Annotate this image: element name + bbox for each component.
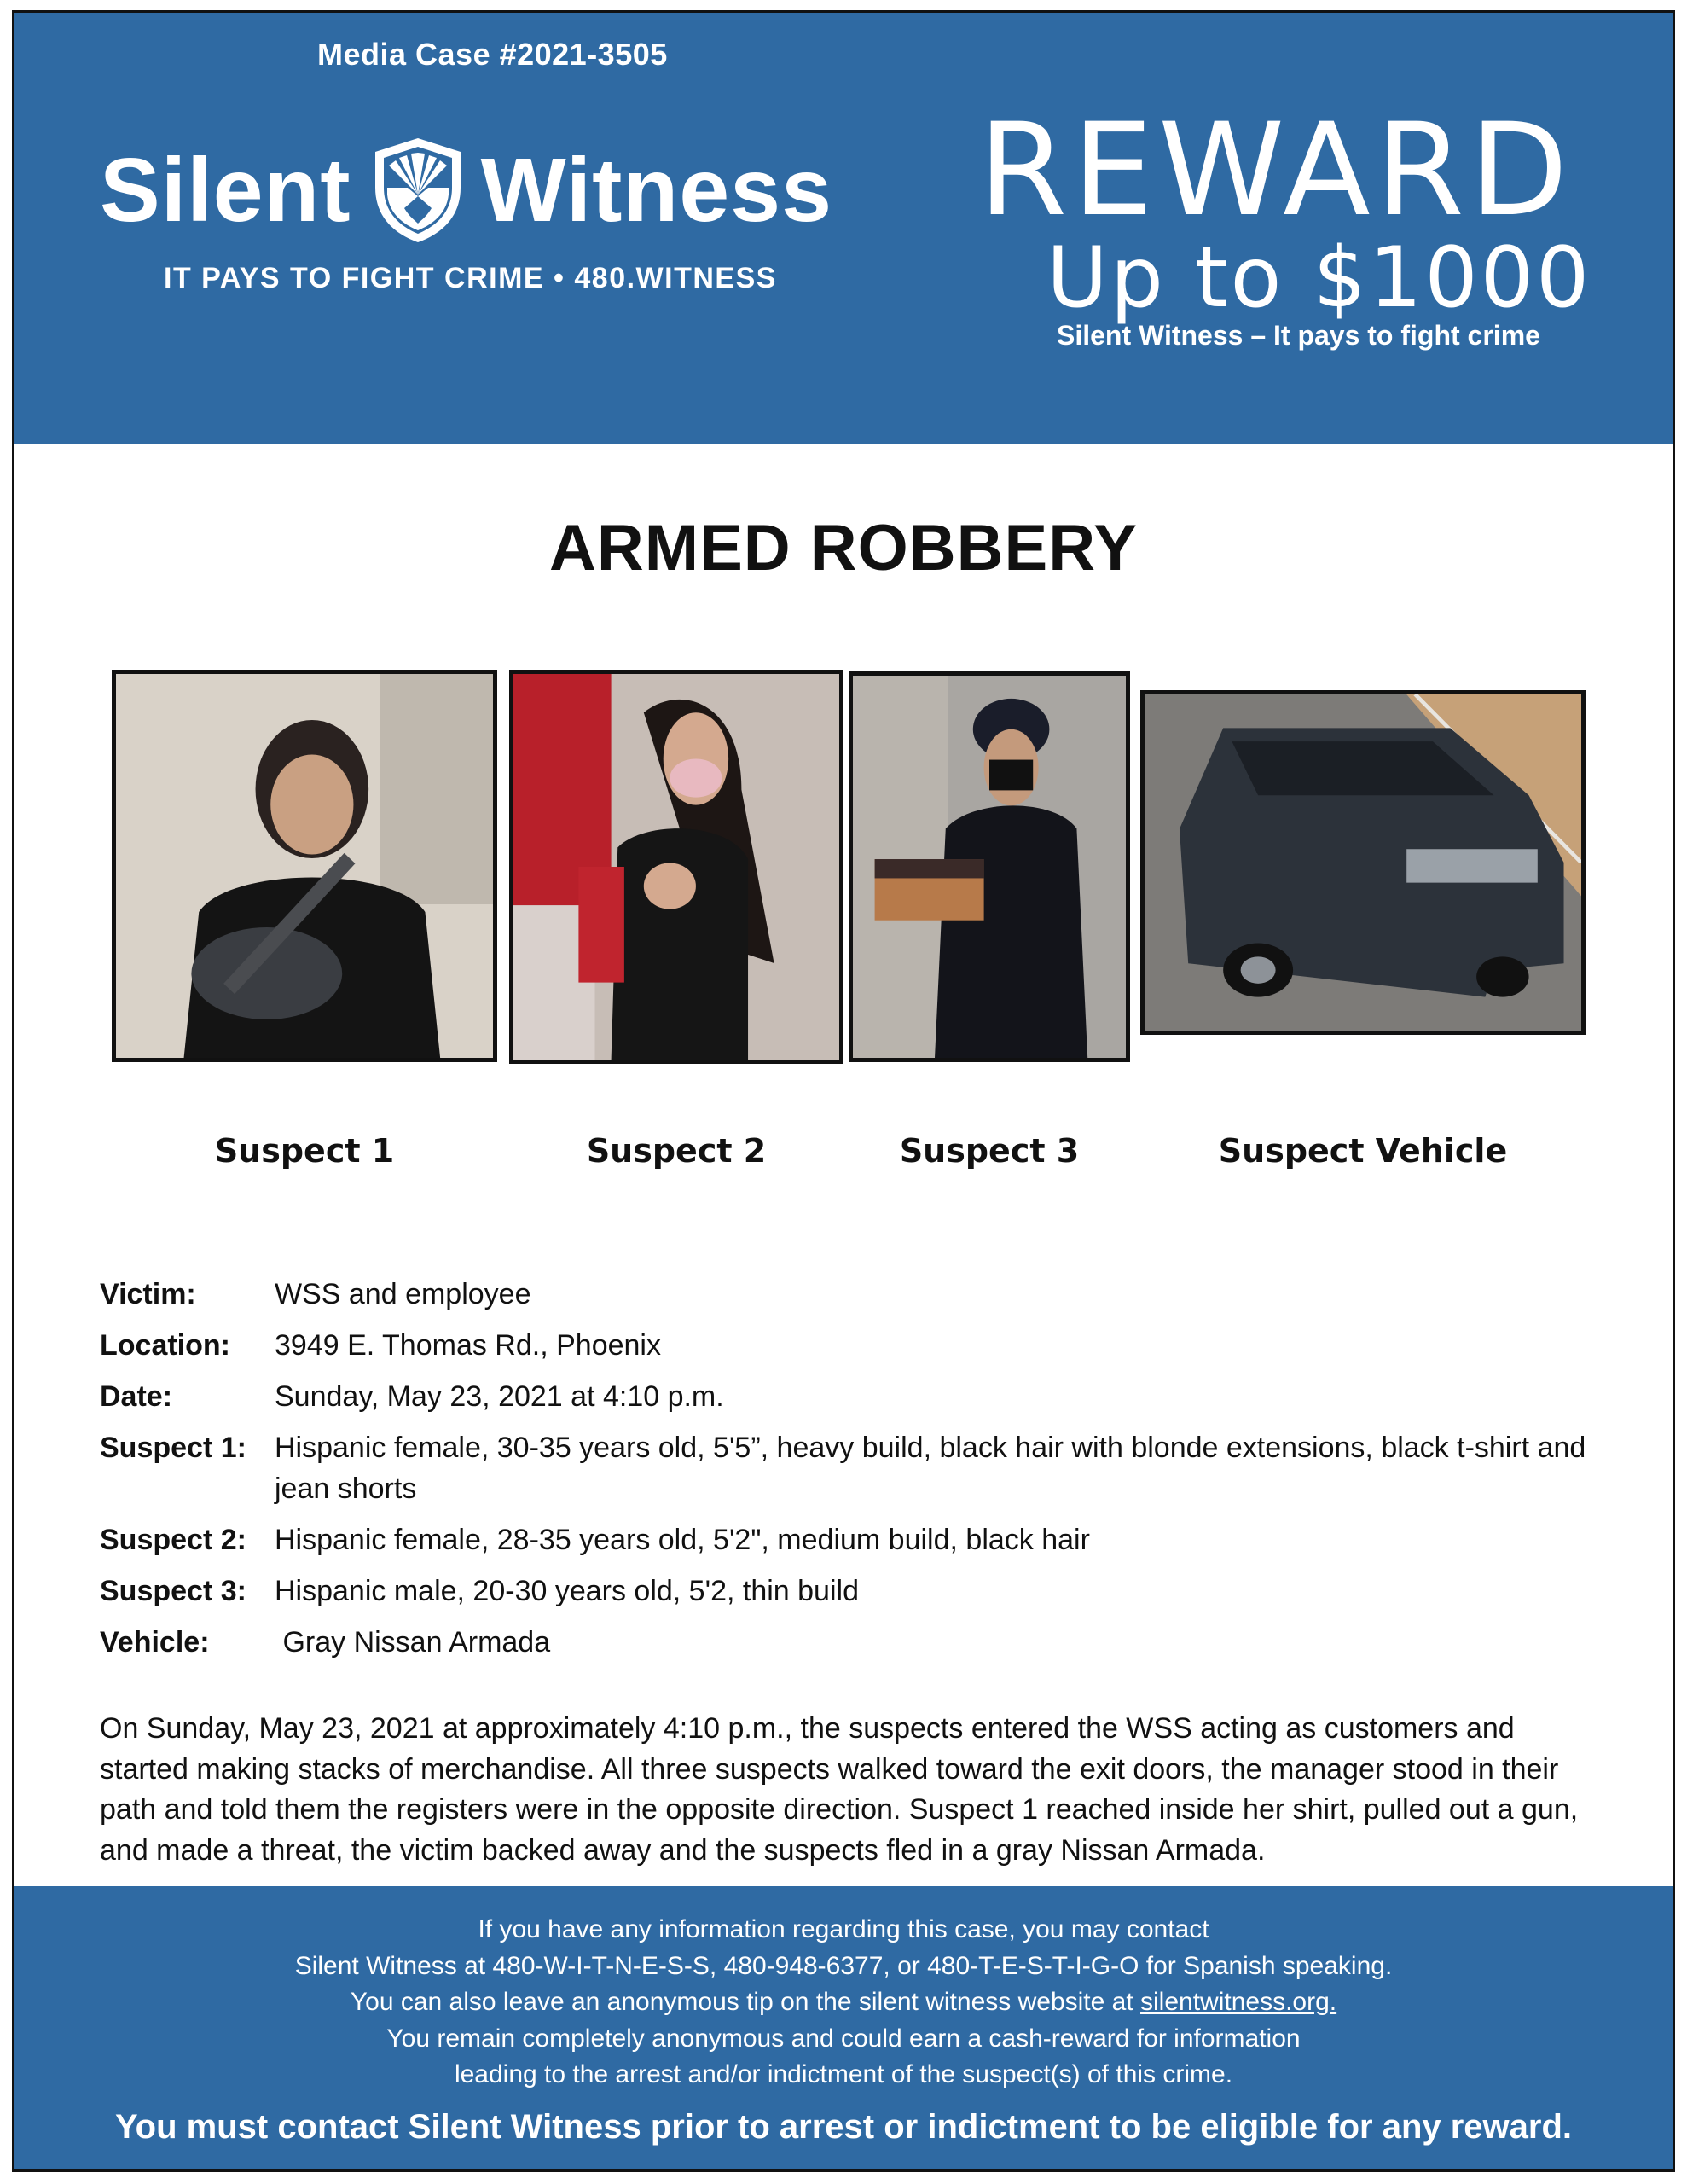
detail-value: WSS and employee: [275, 1278, 531, 1310]
reward-amount: Up to $1000: [1046, 229, 1592, 327]
footer-banner: [14, 1886, 1673, 2172]
contact-line-text: You can also leave an anonymous tip on the silent witness website at: [350, 1988, 1141, 2016]
contact-line: If you have any information regarding this case, you may contact: [478, 1915, 1209, 1943]
detail-value: 3949 E. Thomas Rd., Phoenix: [275, 1329, 661, 1362]
header-banner: [14, 13, 1673, 444]
detail-label: Suspect 2:: [100, 1524, 246, 1556]
reward-subtitle: Silent Witness – It pays to fight crime: [1057, 320, 1540, 351]
detail-row-vehicle: [100, 1622, 1601, 1663]
suspect-1-photo: [112, 670, 497, 1062]
media-case-number: Media Case #2021-3505: [317, 37, 668, 72]
detail-value: Hispanic male, 20-30 years old, 5'2, thin build: [275, 1575, 859, 1607]
reward-heading: REWARD: [978, 96, 1574, 245]
detail-value: Hispanic female, 28-35 years old, 5'2", medium build, black hair: [275, 1524, 1090, 1556]
detail-row-location: [100, 1325, 1601, 1366]
case-details: [100, 1274, 1601, 1673]
detail-row-suspect-1: [100, 1427, 1601, 1509]
silent-witness-logo: [100, 131, 832, 250]
suspect-2-photo: [509, 670, 844, 1064]
logo-word-right: Witness: [480, 139, 833, 241]
detail-label: Suspect 3:: [100, 1575, 246, 1607]
detail-label: Location:: [100, 1329, 230, 1362]
contact-line: You remain completely anonymous and could earn a cash-reward for information: [386, 2024, 1301, 2053]
detail-row-victim: [100, 1274, 1601, 1315]
logo-word-left: Silent: [100, 139, 351, 241]
photo-caption: Suspect Vehicle: [1218, 1132, 1508, 1170]
detail-value: Sunday, May 23, 2021 at 4:10 p.m.: [275, 1380, 724, 1413]
contact-line: [14, 1984, 1673, 2021]
crime-title: ARMED ROBBERY: [549, 512, 1138, 584]
shield-icon: [367, 135, 469, 246]
photo-caption: Suspect 3: [899, 1132, 1080, 1170]
suspect-3-photo: [849, 671, 1130, 1062]
detail-value: Hispanic female, 30-35 years old, 5'5”, heavy build, black hair with blonde extensions, black t-shirt and jean shorts: [275, 1432, 1586, 1505]
contact-line: leading to the arrest and/or indictment of the suspect(s) of this crime.: [454, 2060, 1233, 2088]
detail-row-suspect-2: [100, 1519, 1601, 1560]
logo-tagline: IT PAYS TO FIGHT CRIME • 480.WITNESS: [164, 262, 777, 294]
vehicle-photo: [1140, 690, 1586, 1035]
photo-caption: Suspect 2: [586, 1132, 767, 1170]
contact-line: Silent Witness at 480-W-I-T-N-E-S-S, 480-948-6377, or 480-T-E-S-T-I-G-O for Spanish speaking.: [294, 1951, 1393, 1980]
flyer: [12, 10, 1675, 2172]
detail-row-date: [100, 1376, 1601, 1417]
detail-row-suspect-3: [100, 1571, 1601, 1612]
detail-label: Suspect 1:: [100, 1432, 246, 1464]
detail-label: Victim:: [100, 1278, 196, 1310]
contact-info: [14, 1912, 1673, 2094]
detail-label: Vehicle:: [100, 1626, 210, 1658]
case-narrative: On Sunday, May 23, 2021 at approximately 4:10 p.m., the suspects entered the WSS acting as customers and started making stacks of merchandise. All three suspects walked toward the exit doors, the manager stood in their path and told them the registers were in the opposite direction. Suspect 1 reached inside her shirt, pulled out a gun, and made a threat, the victim backed away and the suspects fled in a gray Nissan Armada.: [100, 1712, 1579, 1867]
eligibility-notice: You must contact Silent Witness prior to arrest or indictment to be eligible for any reward.: [114, 2108, 1573, 2146]
photo-caption: Suspect 1: [214, 1132, 395, 1170]
website-link[interactable]: silentwitness.org.: [1140, 1988, 1337, 2016]
detail-label: Date:: [100, 1380, 173, 1413]
detail-value: Gray Nissan Armada: [275, 1626, 551, 1658]
